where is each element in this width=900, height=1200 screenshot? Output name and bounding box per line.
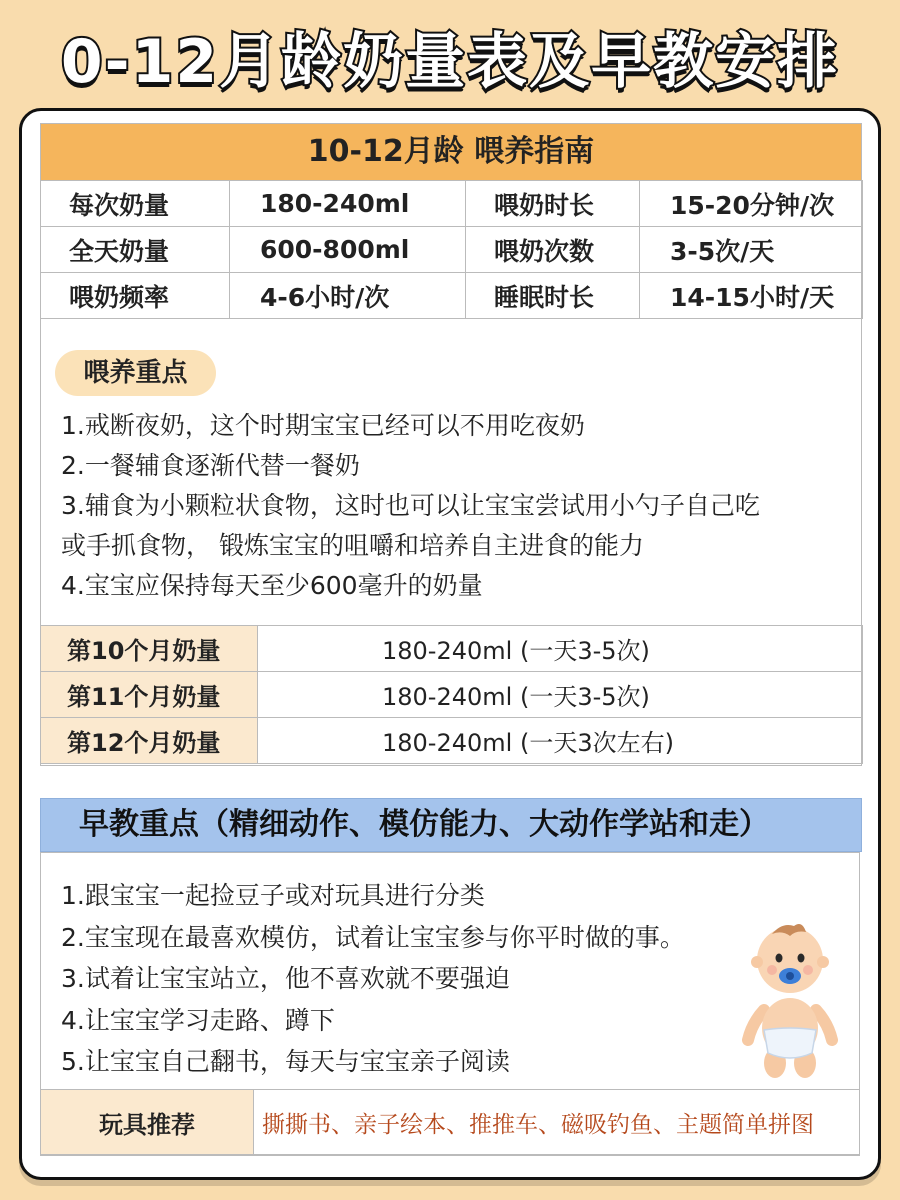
education-header: 早教重点（精细动作、模仿能力、大动作学站和走） xyxy=(40,798,862,852)
list-item: 4.宝宝应保持每天至少600毫升的奶量 xyxy=(61,571,483,600)
stat-value: 600-800ml xyxy=(230,227,466,273)
table-row xyxy=(41,1090,860,1155)
month-value: 180-240ml (一天3-5次) xyxy=(258,672,863,718)
stat-value: 14-15小时/天 xyxy=(640,273,863,319)
stat-label: 睡眠时长 xyxy=(466,273,640,319)
toys-label: 玩具推荐 xyxy=(41,1090,254,1155)
feeding-guide-header: 10-12月龄 喂养指南 xyxy=(41,124,861,180)
stat-value: 4-6小时/次 xyxy=(230,273,466,319)
stat-value: 180-240ml xyxy=(230,181,466,227)
stat-value: 3-5次/天 xyxy=(640,227,863,273)
list-item: 5.让宝宝自己翻书，每天与宝宝亲子阅读 xyxy=(61,1047,510,1076)
list-item: 1.戒断夜奶，这个时期宝宝已经可以不用吃夜奶 xyxy=(61,411,585,440)
month-label: 第11个月奶量 xyxy=(41,672,258,718)
table-row xyxy=(41,718,863,764)
education-list xyxy=(61,875,761,1083)
toy-recommendation-table xyxy=(40,1089,860,1155)
list-item: 2.一餐辅食逐渐代替一餐奶 xyxy=(61,451,360,480)
feeding-guide-section xyxy=(40,123,862,766)
feeding-points-list xyxy=(61,406,851,606)
stat-label: 每次奶量 xyxy=(41,181,230,227)
list-item: 或手抓食物， 锻炼宝宝的咀嚼和培养自主进食的能力 xyxy=(61,531,644,560)
month-value: 180-240ml (一天3次左右) xyxy=(258,718,863,764)
table-row xyxy=(41,672,863,718)
page-title: 0-12月龄奶量表及早教安排 xyxy=(60,27,840,97)
list-item: 4.让宝宝学习走路、蹲下 xyxy=(61,1005,335,1035)
table-row xyxy=(41,626,863,672)
feeding-stats-table xyxy=(40,180,863,319)
stat-value: 15-20分钟/次 xyxy=(640,181,863,227)
list-item: 3.辅食为小颗粒状食物，这时也可以让宝宝尝试用小勺子自己吃 xyxy=(61,491,760,520)
month-value: 180-240ml (一天3-5次) xyxy=(258,626,863,672)
feeding-focus-badge: 喂养重点 xyxy=(55,350,216,396)
education-section xyxy=(40,852,860,1156)
stat-label: 喂奶频率 xyxy=(41,273,230,319)
list-item: 3.试着让宝宝站立，他不喜欢就不要强迫 xyxy=(61,964,510,993)
baby-illustration-icon xyxy=(742,918,838,1080)
stat-label: 全天奶量 xyxy=(41,227,230,273)
month-label: 第12个月奶量 xyxy=(41,718,258,764)
month-label: 第10个月奶量 xyxy=(41,626,258,672)
stat-label: 喂奶时长 xyxy=(466,181,640,227)
stat-label: 喂奶次数 xyxy=(466,227,640,273)
list-item: 1.跟宝宝一起捡豆子或对玩具进行分类 xyxy=(61,881,485,910)
table-row xyxy=(41,181,863,227)
table-row xyxy=(41,227,863,273)
list-item: 2.宝宝现在最喜欢模仿，试着让宝宝参与你平时做的事。 xyxy=(61,922,685,952)
table-row xyxy=(41,273,863,319)
toys-value: 撕撕书、亲子绘本、推推车、磁吸钓鱼、主题简单拼图 xyxy=(254,1090,860,1155)
monthly-milk-table xyxy=(40,625,863,764)
